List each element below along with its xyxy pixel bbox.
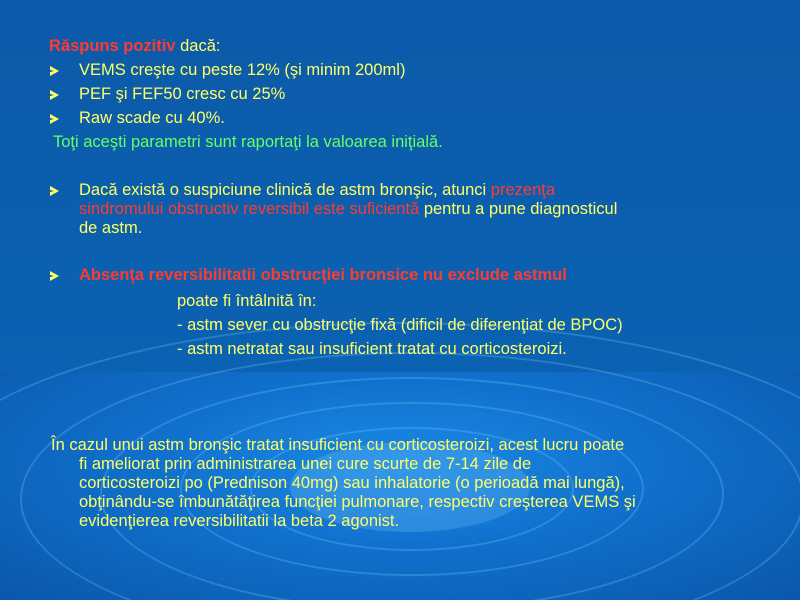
heading-rest: dacă: — [175, 37, 221, 55]
point1-line3: de astm. — [79, 219, 143, 237]
bullet-arrow-icon — [50, 66, 59, 76]
criteria-item: PEF şi FEF50 cresc cu 25% — [79, 85, 286, 103]
conclusion-line: În cazul unui astm bronşic tratat insuficient cu corticosteroizi, acest lucru poate — [51, 436, 625, 454]
point1-line2 — [79, 200, 617, 219]
heading-line — [49, 37, 220, 56]
bullet-arrow-icon — [50, 114, 59, 124]
bullet-arrow-icon — [50, 271, 59, 281]
point2-line3: - astm netratat sau insuficient tratat cu corticosteroizi. — [177, 340, 567, 358]
criteria-item: Raw scade cu 40%. — [79, 109, 225, 127]
point2-line1: poate fi întâlnită în: — [177, 292, 317, 310]
conclusion-line: fi ameliorat prin administrarea unei cure scurte de 7-14 zile de — [79, 455, 532, 473]
point1-text: Dacă există o suspiciune clinică de astm bronşic, atunci — [79, 181, 491, 199]
criteria-item: VEMS creşte cu peste 12% (şi minim 200ml) — [79, 61, 406, 79]
conclusion-line: obţinându-se îmbunătăţirea funcţiei pulmonare, respectiv creşterea VEMS şi — [79, 493, 636, 511]
heading-emphasis: Răspuns pozitiv — [49, 37, 176, 55]
conclusion-line: corticosteroizi po (Prednison 40mg) sau inhalatorie (o perioadă mai lungă), — [79, 474, 625, 492]
point1-line1 — [79, 181, 555, 200]
conclusion-line: evidenţierea reversibilitatii la beta 2 agonist. — [79, 512, 400, 530]
bullet-arrow-icon — [50, 90, 59, 100]
point2-line2: - astm sever cu obstrucţie fixă (dificil de diferenţiat de BPOC) — [177, 316, 623, 334]
point2-title: Absenţa reversibilitatii obstrucţiei bronsice nu exclude astmul — [79, 266, 567, 284]
baseline-note: Toţi aceşti parametri sunt raportaţi la valoarea iniţială. — [53, 133, 443, 151]
point1-red-text: prezenţa — [490, 181, 556, 199]
bullet-arrow-icon — [50, 186, 59, 196]
point1-red-text: sindromului obstructiv reversibil este suficientă — [79, 200, 424, 218]
point1-text: pentru a pune diagnosticul — [423, 200, 618, 218]
